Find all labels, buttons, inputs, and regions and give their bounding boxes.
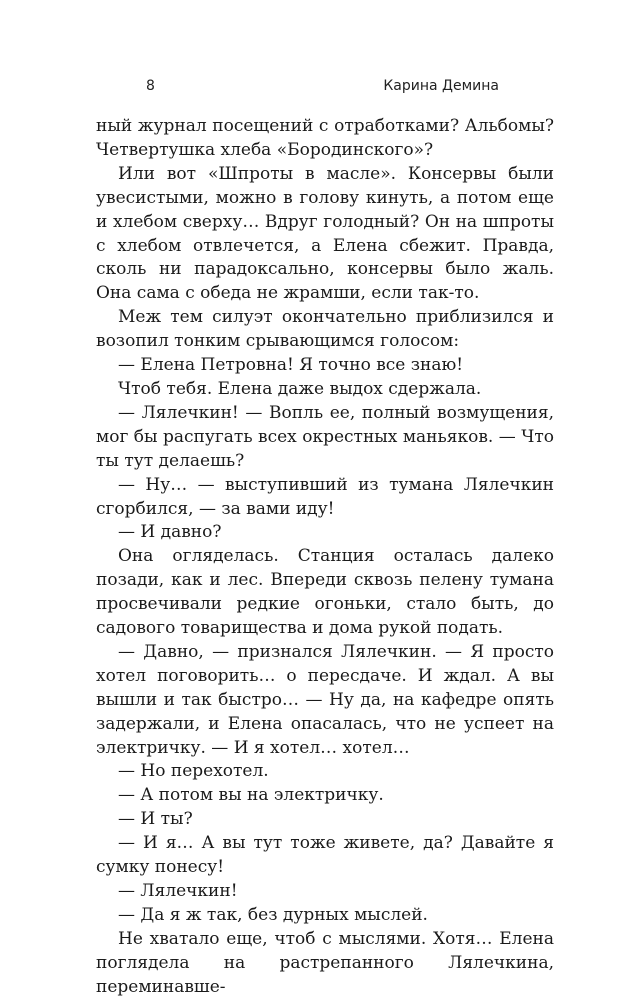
paragraph: — Елена Петровна! Я точно все знаю! bbox=[118, 355, 464, 376]
paragraph: Она огляделась. Станция осталась далеко позади, как и лес. Впереди сквозь пелену тумана просвечивали редкие огоньки, стало быть, до садового товарищества и дома рукой подать. bbox=[96, 546, 554, 639]
page-number: 8 bbox=[146, 78, 155, 94]
book-author: Карина Демина bbox=[383, 78, 499, 94]
paragraph: — Лялечкин! — Вопль ее, полный возмущения, мог бы распугать всех окрестных маньяков. — Что ты тут делаешь? bbox=[96, 402, 554, 471]
paragraph: Меж тем силуэт окончательно приблизился и возопил тонким срывающимся голосом: bbox=[96, 307, 554, 352]
paragraph: — И давно? bbox=[118, 522, 222, 543]
paragraph: — А потом вы на электричку. bbox=[118, 785, 384, 806]
paragraph: — Давно, — признался Лялечкин. — Я просто хотел поговорить… о пересдаче. И ждал. А вы вышли и так быстро… — Ну да, на кафедре опять задержали, и Елена опасалась, что не успеет на электричку. — И я хотел… хотел… bbox=[96, 641, 554, 758]
paragraph: — Лялечкин! bbox=[118, 881, 238, 901]
running-header bbox=[146, 78, 499, 100]
paragraph: Не хватало еще, чтоб с мыслями. Хотя… Елена поглядела на растрепанного Лялечкина, переминавше- bbox=[96, 928, 554, 997]
paragraph: — Но перехотел. bbox=[118, 761, 269, 782]
paragraph: — Да я ж так, без дурных мыслей. bbox=[118, 904, 428, 925]
paragraph: Чтоб тебя. Елена даже выдох сдержала. bbox=[118, 378, 482, 399]
paragraph: Или вот «Шпроты в масле». Консервы были увесистыми, можно в голову кинуть, а потом еще и хлебом сверху… Вдруг голодный? Он на шпроты с хлебом отвлечется, а Елена сбежит. Правда, сколь ни парадоксально, консервы было жаль. Она сама с обеда не жрамши, если так-то. bbox=[96, 163, 554, 304]
paragraph: — И я… А вы тут тоже живете, да? Давайте я сумку понесу! bbox=[96, 833, 554, 878]
paragraph: — Ну… — выступивший из тумана Лялечкин сгорбился, — за вами иду! bbox=[96, 474, 554, 519]
paragraph: — И ты? bbox=[118, 809, 193, 830]
paragraph: ный журнал посещений с отработками? Альбомы? Четвертушка хлеба «Бородинского»? bbox=[96, 116, 554, 160]
text-body bbox=[96, 115, 554, 1000]
